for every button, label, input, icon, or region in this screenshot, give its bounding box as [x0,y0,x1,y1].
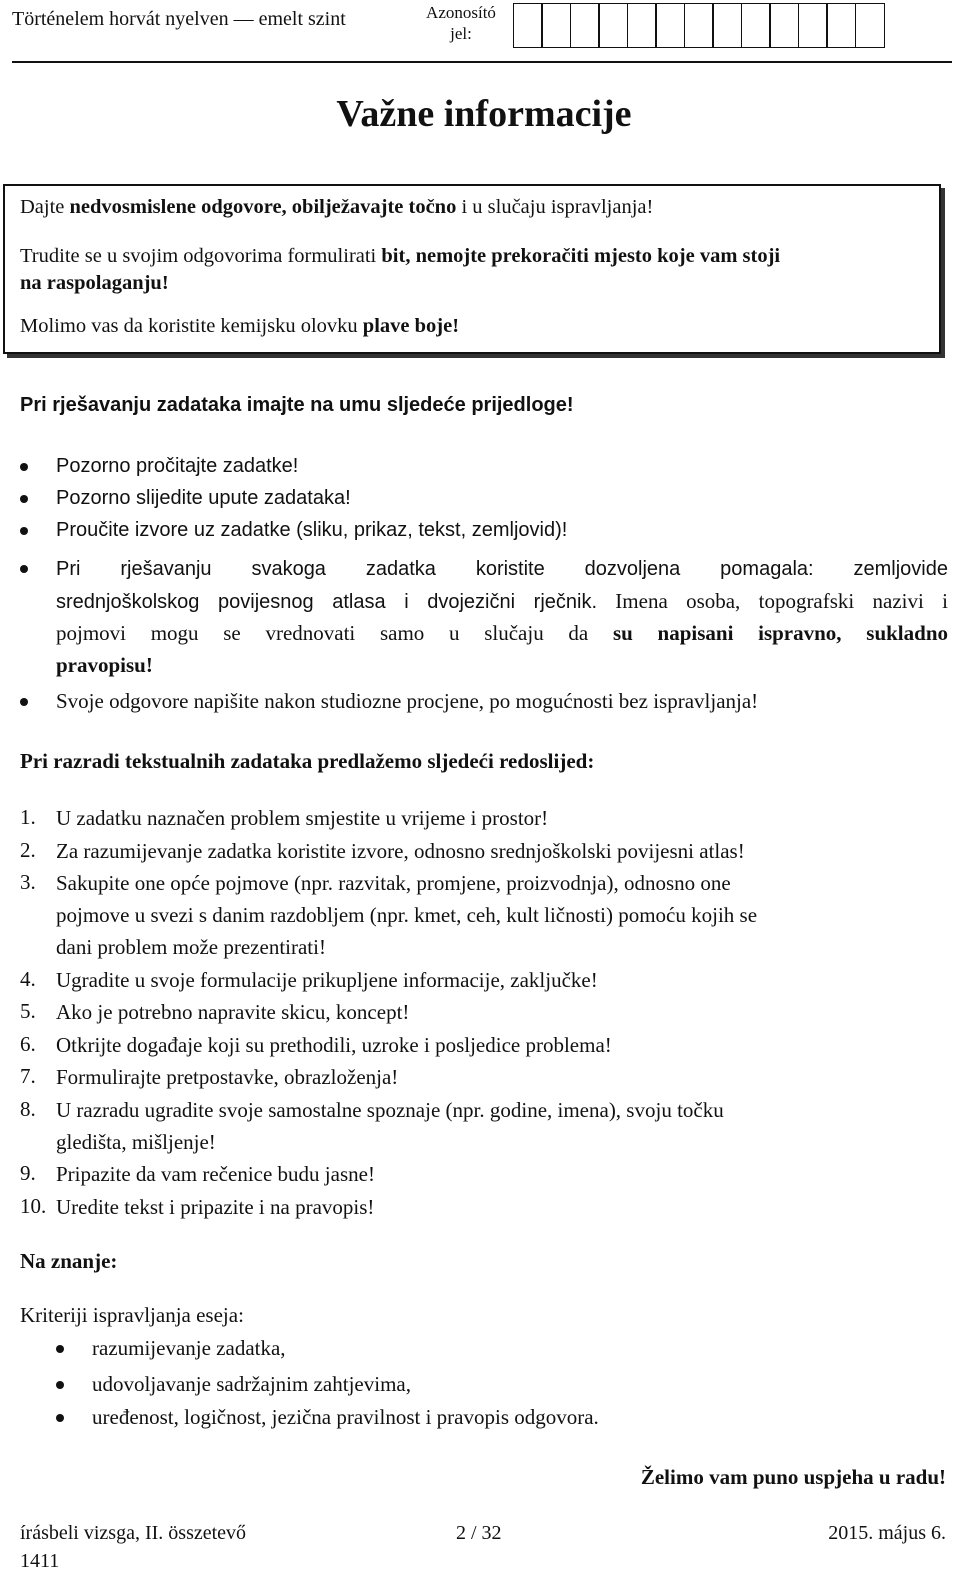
id-box[interactable] [684,3,714,48]
azonosito-label [418,2,504,44]
suggestion-item: Pozorno pročitajte zadatke! [56,455,299,477]
step-text: Za razumijevanje zadatka koristite izvore, odnosno srednjoškolski povijesni atlas! [56,839,745,863]
suggestion-item: Proučite izvore uz zadatke (sliku, prikaz, tekst, zemljovid)! [56,519,568,541]
id-box[interactable] [655,3,685,48]
bullet-icon [56,1345,64,1353]
bullet-icon [20,495,28,503]
id-box[interactable] [769,3,799,48]
info-line-2-text: Trudite se u svojim odgovorima formulirati [20,245,382,267]
step-text: Uredite tekst i pripazite i na pravopis! [56,1195,375,1219]
suggestion-item: Pozorno slijedite upute zadataka! [56,487,351,509]
id-box[interactable] [855,3,885,48]
criteria-item: razumijevanje zadatka, [92,1336,286,1360]
criteria-subheading: Kriteriji ispravljanja eseja: [20,1303,244,1327]
info-line-2-bold: bit, nemojte prekoračiti mjesto koje vam stoji [381,245,781,267]
step-number: 6. [20,1032,36,1056]
info-line-4-text: Molimo vas da koristite kemijsku olovku [20,315,363,337]
id-box[interactable] [541,3,571,48]
closing-message: Želimo vam puno uspjeha u radu! [640,1465,946,1489]
step-text: dani problem može prezentirati! [56,935,326,959]
na-znanje-heading: Na znanje: [20,1249,118,1273]
page-title: Važne informacije [336,93,632,135]
footer-date: 2015. május 6. [828,1522,946,1544]
suggestion-item-4-line-4b: pravopisu! [56,653,153,677]
suggestion-item-4-line-2b: Imena osoba, topografski nazivi i [597,589,948,613]
bullet-icon [20,565,28,573]
criteria-item: uređenost, logičnost, jezična pravilnost i pravopis odgovora. [92,1405,599,1429]
step-number: 10. [20,1194,47,1218]
step-text: Otkrijte događaje koji su prethodili, uzroke i posljedice problema! [56,1033,612,1057]
step-text: Pripazite da vam rečenice budu jasne! [56,1162,375,1186]
step-number: 5. [20,999,36,1023]
step-number: 9. [20,1161,36,1185]
step-number: 4. [20,967,36,991]
step-number: 3. [20,870,36,894]
suggestion-item-4-line-4 [56,652,153,679]
info-line-1-text: Dajte [20,196,70,218]
suggestion-item: Svoje odgovore napišite nakon studiozne procjene, po mogućnosti bez ispravljanja! [56,689,759,713]
info-line-1 [20,194,653,220]
essay-steps-heading: Pri razradi tekstualnih zadataka predlažemo sljedeći redoslijed: [20,749,595,773]
info-line-1-bold: nedvosmislene odgovore, obilježavajte točno [69,196,457,218]
id-box[interactable] [712,3,742,48]
step-number: 8. [20,1097,36,1121]
bullet-icon [20,463,28,471]
id-box[interactable] [798,3,828,48]
suggestion-item-4-line-2a: srednjoškolskog povijesnog atlasa i dvojezični rječnik. [56,591,598,613]
id-box[interactable] [570,3,600,48]
id-box[interactable] [826,3,856,48]
azonosito-label-line1: Azonosító [426,3,496,22]
info-line-4-bold: plave boje! [362,315,460,337]
header-title: Történelem horvát nyelven — emelt szint [12,8,346,30]
info-line-4 [20,313,459,339]
suggestion-item-4-line-3a: pojmovi mogu se vrednovati samo u slučaju da [56,621,613,645]
step-number: 7. [20,1064,36,1088]
info-line-3 [20,270,169,296]
step-text: gledišta, mišljenje! [56,1130,216,1154]
suggestion-item-4-line-1: Pri rješavanju svakoga zadatka koristite dozvoljena pomagala: zemljovide [56,558,948,580]
azonosito-label-line2: jel: [450,24,472,43]
page-number: 2 / 32 [456,1522,502,1544]
step-number: 2. [20,838,36,862]
step-text: U zadatku naznačen problem smjestite u vrijeme i prostor! [56,806,549,830]
bullet-icon [56,1414,64,1422]
suggestion-item-4-line-3b: su napisani ispravno, sukladno [612,621,948,645]
id-box-row [514,3,885,49]
bullet-icon [20,527,28,535]
step-text: Sakupite one opće pojmove (npr. razvitak, promjene, proizvodnja), odnosno one [56,871,731,895]
id-box[interactable] [598,3,628,48]
bullet-icon [56,1381,64,1389]
step-number: 1. [20,805,36,829]
suggestion-item-4-line-2 [56,588,948,616]
step-text: Formulirajte pretpostavke, obrazloženja! [56,1065,399,1089]
info-line-3-bold: na raspolaganju! [20,272,169,294]
suggestions-heading: Pri rješavanju zadataka imajte na umu sljedeće prijedloge! [20,394,574,416]
id-box[interactable] [741,3,771,48]
footer-exam: írásbeli vizsga, II. összetevő [20,1522,247,1544]
id-box[interactable] [513,3,543,48]
info-line-2 [20,243,780,269]
bullet-icon [20,698,28,706]
header-rule [12,61,952,63]
footer-code: 1411 [20,1550,60,1572]
step-text: U razradu ugradite svoje samostalne spoznaje (npr. godine, imena), svoju točku [56,1098,724,1122]
step-text: pojmove u svezi s danim razdobljem (npr. kmet, ceh, kult ličnosti) pomoću kojih se [56,903,758,927]
info-line-1-tail: i u slučaju ispravljanja! [456,196,654,218]
step-text: Ugradite u svoje formulacije prikupljene informacije, zaključke! [56,968,598,992]
id-box[interactable] [627,3,657,48]
criteria-item: udovoljavanje sadržajnim zahtjevima, [92,1372,411,1396]
suggestion-item-4-line-3 [56,620,948,647]
step-text: Ako je potrebno napravite skicu, koncept! [56,1000,410,1024]
